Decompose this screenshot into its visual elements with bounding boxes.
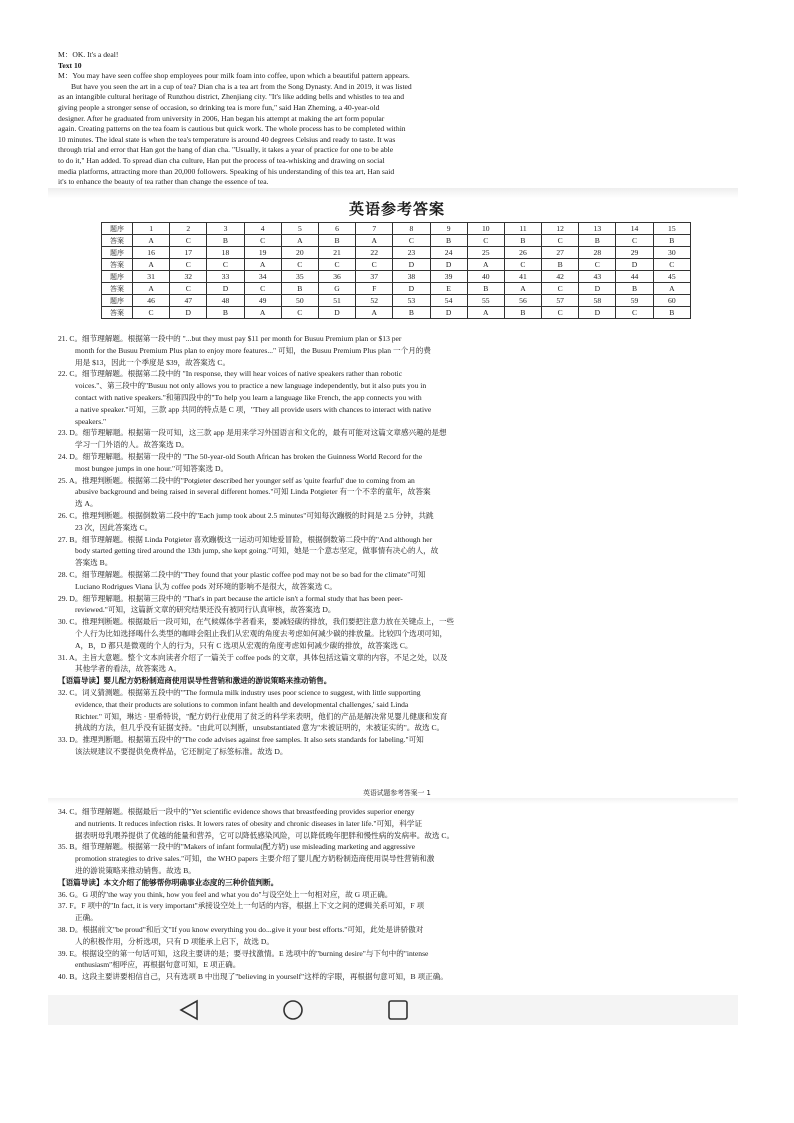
transcript-line: M：You may have seen coffee shop employees pour milk foam into coffee, upon which a beautiful pattern appears.	[58, 71, 410, 81]
explanation-item	[58, 889, 734, 901]
answer-cell: F	[356, 283, 393, 295]
transcript-line: Text 10	[58, 60, 82, 70]
answer-cell: C	[244, 235, 281, 247]
explanation-line: 用是 $13，因此一个季度是 $39，故答案选 C。	[75, 357, 231, 367]
explanations-section-1	[58, 333, 734, 758]
recent-apps-icon[interactable]	[386, 999, 410, 1021]
question-number-cell: 55	[467, 295, 504, 307]
answer-cell: C	[318, 259, 355, 271]
answer-cell: C	[579, 259, 616, 271]
explanation-item	[58, 427, 734, 451]
explanation-line: evidence, that their products are solutions to common infant health and developmental challenges,' said Linda	[75, 699, 409, 709]
question-number-cell: 50	[281, 295, 318, 307]
explanation-line: and nutrients. It reduces infection risks. It lowers rates of obesity and chronic diseases in later life."可知，科学证	[75, 818, 423, 828]
answer-row	[102, 259, 691, 271]
answer-cell: A	[133, 283, 170, 295]
question-number-cell: 16	[133, 247, 170, 259]
question-number-cell: 27	[542, 247, 579, 259]
explanation-line: 进的游说策略来推动销售。故选 B。	[75, 865, 196, 875]
answer-cell: C	[244, 283, 281, 295]
question-number-cell: 39	[430, 271, 467, 283]
answer-cell: D	[170, 307, 207, 319]
explanation-item	[58, 593, 734, 617]
question-number-cell: 1	[133, 223, 170, 235]
question-number-cell: 42	[542, 271, 579, 283]
explanation-line: speakers."	[75, 416, 107, 426]
answer-cell: C	[653, 259, 690, 271]
question-number-cell: 41	[504, 271, 541, 283]
answer-cell: A	[356, 307, 393, 319]
answer-cell: A	[504, 283, 541, 295]
question-number-cell: 58	[579, 295, 616, 307]
answer-cell: A	[244, 259, 281, 271]
answer-cell: D	[393, 259, 430, 271]
explanation-line: 36. G。G 项的"the way you think, how you feel and what you do"与设空处上一句相对应，故 G 项正确。	[58, 889, 393, 899]
explanation-line: most bungee jumps in one hour."可知答案选 D。	[75, 463, 229, 473]
explanation-item	[58, 948, 734, 972]
question-number-cell: 48	[207, 295, 244, 307]
question-number-cell: 43	[579, 271, 616, 283]
answer-number-row	[102, 247, 691, 259]
explanation-line: 37. F。F 项中的"In fact, it is very important"承接设空处上一句话的内容，根据上下文之间的逻辑关系可知，F 项	[58, 901, 425, 911]
question-number-cell: 37	[356, 271, 393, 283]
explanation-line: 25. A。推理判断题。根据第二段中的"Potgieter described her younger self as 'quite fearful' due to coming from an	[58, 475, 415, 485]
question-number-cell: 25	[467, 247, 504, 259]
answer-cell: D	[430, 307, 467, 319]
question-number-cell: 35	[281, 271, 318, 283]
answer-cell: C	[542, 235, 579, 247]
explanation-line: 34. C。细节理解题。根据最后一段中的"Yet scientific evidence shows that breastfeeding provides superior energy	[58, 807, 415, 816]
explanation-line: 21. C。细节理解题。根据第一段中的 "...but they must pay $11 per month for Busuu Premium plan or $13 per	[58, 334, 402, 343]
explanation-line: 40. B。这段主要讲要相信自己，只有选项 B 中出现了"believing in yourself"这样的字眼，再根据句意可知，B 项正确。	[58, 972, 448, 982]
back-icon[interactable]	[177, 999, 201, 1021]
answer-cell: C	[393, 235, 430, 247]
question-number-cell: 26	[504, 247, 541, 259]
explanation-item	[58, 841, 734, 876]
question-number-cell: 40	[467, 271, 504, 283]
explanation-line: 28. C。细节理解题。根据第二段中的"They found that your plastic coffee pod may not be so bad for the climate"可知	[58, 569, 426, 579]
explanation-line: 35. B。细节理解题。根据第一段中的"Makers of infant formula(配方奶) use misleading marketing and aggressive	[58, 842, 415, 852]
explanation-line: 个人行为比如选择喝什么类型的咖啡会阻止我们从宏观的角度去考虑如何减少碳的排放量。比较四个选项可知，	[75, 628, 448, 638]
question-number-cell: 31	[133, 271, 170, 283]
explanation-line: 32. C。词义猜测题。根据第五段中的"'The formula milk industry uses poor science to suggest, with little supporting	[58, 687, 421, 697]
explanation-line: 30. C。推理判断题。根据最后一段可知，在气候媒体学者看来，要减轻碳的排放，我们要把注意力放在关键点上，一些	[58, 617, 455, 627]
answer-cell: D	[579, 283, 616, 295]
transcript-line: as an intangible cultural heritage of Runzhou district, Zhenjiang city. "It's like adding bells and whistles to tea and	[58, 92, 405, 102]
question-number-cell: 2	[170, 223, 207, 235]
question-number-cell: 46	[133, 295, 170, 307]
question-number-cell: 21	[318, 247, 355, 259]
explanation-line: a native speaker."可知，三款 app 共同的特点是 C 项，"They all provide users with chances to interact with native	[75, 404, 432, 414]
explanation-line: 24. D。细节理解题。根据第一段中的 "The 50-year-old South African has broken the Guinness World Record for the	[58, 451, 423, 461]
answer-cell: B	[653, 307, 690, 319]
question-number-cell: 60	[653, 295, 690, 307]
answer-cell: A	[467, 259, 504, 271]
question-number-cell: 11	[504, 223, 541, 235]
explanation-item	[58, 971, 734, 983]
answer-cell: C	[207, 259, 244, 271]
page-divider	[48, 188, 738, 198]
transcript-line: But have you seen the art in a cup of tea? Dian cha is a tea art from the Song Dynasty. And in 2019, it was listed	[71, 81, 412, 91]
explanation-line: voices."、第三段中的"Busuu not only allows you to practice a new language independently, but it also puts you in	[75, 381, 427, 391]
reading-guide	[58, 877, 734, 889]
answer-cell: C	[281, 259, 318, 271]
explanation-item	[58, 510, 734, 534]
explanation-line: Luciano Rodrigues Viana 认为 coffee pods 对环境的影响不是很大，故答案选 C。	[75, 581, 337, 591]
explanation-line: 29. D。细节理解题。根据第三段中的 "That's in part because the article isn't a formal study that has been peer-	[58, 593, 403, 603]
question-number-cell: 9	[430, 223, 467, 235]
question-number-cell: 47	[170, 295, 207, 307]
answer-number-row	[102, 295, 691, 307]
answer-cell: C	[356, 259, 393, 271]
transcript-line: to do it," Han added. To spread dian cha culture, Han put the process of tea-whisking and drawing on social	[58, 155, 385, 165]
answer-cell: B	[542, 259, 579, 271]
explanation-item	[58, 900, 734, 924]
answer-cell: C	[170, 283, 207, 295]
question-number-cell: 6	[318, 223, 355, 235]
answer-cell: B	[504, 307, 541, 319]
question-number-cell: 3	[207, 223, 244, 235]
explanation-item	[58, 569, 734, 593]
transcript-line: it's to enhance the beauty of tea rather than change the essence of tea.	[58, 177, 269, 187]
explanation-line: 据表明母乳喂养提供了优越的能量和营养，它可以降低感染风险，可以降低晚年肥胖和慢性病的发病率。故选 C。	[75, 830, 455, 840]
question-number-cell: 20	[281, 247, 318, 259]
question-number-cell: 4	[244, 223, 281, 235]
answer-cell: A	[133, 235, 170, 247]
answer-cell: B	[467, 283, 504, 295]
question-number-cell: 56	[504, 295, 541, 307]
explanations-section-2	[58, 806, 734, 983]
page-footer: 英语试题参考答案一 1	[363, 789, 431, 797]
explanation-line: 正确。	[75, 913, 98, 923]
explanation-item	[58, 924, 734, 948]
explanation-line: reviewed."可知，这篇新文章的研究结果还没有被同行认真审核，故答案选 D。	[75, 605, 336, 615]
answer-cell: B	[207, 235, 244, 247]
row-label: 答案	[102, 235, 133, 247]
question-number-cell: 5	[281, 223, 318, 235]
answer-cell: C	[133, 307, 170, 319]
question-number-cell: 36	[318, 271, 355, 283]
answer-cell: B	[504, 235, 541, 247]
row-label: 题序	[102, 271, 133, 283]
answer-cell: A	[244, 307, 281, 319]
question-number-cell: 23	[393, 247, 430, 259]
explanation-line: 人的积极作用，分析选项，只有 D 项能承上启下，故选 D。	[75, 936, 274, 946]
row-label: 答案	[102, 307, 133, 319]
question-number-cell: 57	[542, 295, 579, 307]
question-number-cell: 33	[207, 271, 244, 283]
answer-cell: D	[393, 283, 430, 295]
row-label: 题序	[102, 295, 133, 307]
answer-number-row	[102, 223, 691, 235]
answer-row	[102, 235, 691, 247]
explanation-line: 31. A。主旨大意题。整个文本向读者介绍了一篇关于 coffee pods 的文章，具体包括这篇文章的内容，不足之处，以及	[58, 652, 448, 662]
explanation-line: 学习一门外语的人。故答案选 D。	[75, 440, 189, 450]
explanation-item	[58, 687, 734, 734]
answer-cell: B	[616, 283, 653, 295]
answer-cell: B	[579, 235, 616, 247]
explanation-line: body started getting tired around the 13th jump, she kept going."可知，她是一个意志坚定，做事情有决心的人，故	[75, 546, 439, 556]
explanation-item	[58, 806, 734, 841]
question-number-cell: 12	[542, 223, 579, 235]
question-number-cell: 28	[579, 247, 616, 259]
navigation-bar	[48, 995, 738, 1025]
answer-cell: C	[616, 235, 653, 247]
answer-cell: B	[393, 307, 430, 319]
explanation-item	[58, 368, 734, 427]
question-number-cell: 38	[393, 271, 430, 283]
question-number-cell: 7	[356, 223, 393, 235]
explanation-line: 该法规建议不要提供免费样品，它还制定了标签标准。故选 D。	[75, 746, 288, 756]
transcript-line: again. Creating patterns on the tea foam is cautious but quick work. The whole process has to be completed within	[58, 124, 406, 134]
row-label: 答案	[102, 283, 133, 295]
question-number-cell: 53	[393, 295, 430, 307]
answer-number-row	[102, 271, 691, 283]
explanation-item	[58, 333, 734, 368]
question-number-cell: 18	[207, 247, 244, 259]
explanation-item	[58, 652, 734, 676]
explanation-line: 33. D。推理判断题。根据第五段中的"The code advises against free samples. It also sets standards for labeling."可知	[58, 735, 424, 745]
answer-cell: A	[281, 235, 318, 247]
listening-transcript	[58, 50, 734, 188]
home-icon[interactable]	[281, 999, 305, 1021]
question-number-cell: 13	[579, 223, 616, 235]
answer-cell: C	[467, 235, 504, 247]
answer-key-title: 英语参考答案	[348, 200, 445, 218]
transcript-line: designer. After he graduated from university in 2006, Han began his attempt at making the art form popular	[58, 113, 385, 123]
explanation-line: 27. B。细节理解题。根据 Linda Potgieter 喜欢蹦极这一运动可知她爱冒险，根据倒数第二段中的"And although her	[58, 534, 433, 544]
question-number-cell: 34	[244, 271, 281, 283]
explanation-item	[58, 734, 734, 758]
explanation-line: 【语篇导读】本文介绍了能够帮你明确事业态度的三种价值判断。	[58, 877, 279, 887]
explanation-line: Richter." 可知，琳达 · 里希特说，"配方奶行业使用了贫乏的科学来表明，他们的产品是解决常见婴儿健康和发育	[75, 711, 448, 721]
question-number-cell: 22	[356, 247, 393, 259]
question-number-cell: 49	[244, 295, 281, 307]
explanation-line: 挑战的方法，但几乎没有证据支持。"由此可以判断，unsubstantiated 意为"未被证明的，未被证实的"。故选 C。	[75, 723, 445, 733]
question-number-cell: 15	[653, 223, 690, 235]
answer-cell: A	[653, 283, 690, 295]
reading-guide	[58, 675, 734, 687]
explanation-line: 【语篇导读】婴儿配方奶粉制造商使用误导性营销和激进的游说策略来推动销售。	[58, 676, 332, 686]
transcript-line: M：OK. It's a deal!	[58, 50, 119, 59]
page-break	[48, 798, 738, 804]
answer-cell: B	[653, 235, 690, 247]
explanation-line: 选 A。	[75, 499, 98, 509]
answer-cell: E	[430, 283, 467, 295]
question-number-cell: 29	[616, 247, 653, 259]
transcript-line: giving people a stronger sense of occasion, so drinking tea is more fun," said Han Zheming, a 40-year-old	[58, 102, 380, 112]
answer-cell: D	[579, 307, 616, 319]
transcript-line: through trial and error that Han got the hang of dian cha. "Usually, it takes a year of practice for one to be able	[58, 145, 394, 155]
answer-cell: G	[318, 283, 355, 295]
answer-cell: B	[318, 235, 355, 247]
question-number-cell: 32	[170, 271, 207, 283]
answer-cell: B	[207, 307, 244, 319]
question-number-cell: 14	[616, 223, 653, 235]
answer-cell: C	[504, 259, 541, 271]
answer-row	[102, 283, 691, 295]
explanation-line: enthusiasm"相呼应，再根据句意可知，E 项正确。	[75, 960, 241, 970]
question-number-cell: 45	[653, 271, 690, 283]
explanation-item	[58, 475, 734, 510]
answer-cell: B	[430, 235, 467, 247]
question-number-cell: 8	[393, 223, 430, 235]
explanation-line: 38. D。根据前文"be proud"和后文"If you know everything you do...give it your best efforts."可知，此处是讲骄傲对	[58, 924, 424, 934]
explanation-line: abusive background and being raised in several different homes."可知 Linda Potgieter 有一个不幸的童年，故答案	[75, 487, 431, 497]
explanation-item	[58, 451, 734, 475]
answer-row	[102, 307, 691, 319]
explanation-line: 其他学者的看法，故答案选 A。	[75, 664, 182, 674]
answer-cell: C	[542, 307, 579, 319]
question-number-cell: 30	[653, 247, 690, 259]
explanation-line: month for the Busuu Premium Plus plan to enjoy more features..." 可知，the Busuu Premium Plus plan 一个月的费	[75, 345, 431, 355]
answer-cell: B	[281, 283, 318, 295]
explanation-item	[58, 616, 734, 651]
question-number-cell: 44	[616, 271, 653, 283]
question-number-cell: 10	[467, 223, 504, 235]
answer-cell: A	[356, 235, 393, 247]
explanation-line: promotion strategies to drive sales."可知，the WHO papers 主要介绍了婴儿配方奶粉制造商使用误导性营销和激	[75, 854, 435, 864]
answer-cell: C	[170, 259, 207, 271]
explanation-line: 23 次，因此答案选 C。	[75, 522, 153, 532]
answer-cell: C	[170, 235, 207, 247]
question-number-cell: 17	[170, 247, 207, 259]
answer-key-table	[101, 222, 691, 319]
question-number-cell: 24	[430, 247, 467, 259]
explanation-line: 39. E。根据设空的第一句话可知，这段主要讲的是；要寻找激情。E 选项中的"burning desire"与下句中的"intense	[58, 948, 429, 958]
transcript-line: media platforms, attracting more than 20,000 followers. Speaking of his understanding of this tea art, Han said	[58, 166, 395, 176]
question-number-cell: 54	[430, 295, 467, 307]
answer-cell: D	[430, 259, 467, 271]
explanation-line: contact with native speakers."和第四段中的"To help you learn a language like French, the app connects you with	[75, 392, 422, 402]
row-label: 答案	[102, 259, 133, 271]
answer-cell: A	[133, 259, 170, 271]
row-label: 题序	[102, 223, 133, 235]
row-label: 题序	[102, 247, 133, 259]
answer-cell: A	[467, 307, 504, 319]
explanation-line: 答案选 B。	[75, 558, 113, 568]
explanation-line: 22. C。细节理解题。根据第二段中的 "In response, they will hear voices of native speakers rather than robotic	[58, 369, 403, 379]
explanation-item	[58, 534, 734, 569]
answer-cell: C	[542, 283, 579, 295]
answer-cell: C	[281, 307, 318, 319]
question-number-cell: 59	[616, 295, 653, 307]
answer-cell: D	[616, 259, 653, 271]
explanation-line: A，B，D 都只是微观的个人的行为，只有 C 选项从宏观的角度考虑如何减少碳的排放，故答案选 C。	[75, 640, 413, 650]
answer-cell: D	[207, 283, 244, 295]
question-number-cell: 19	[244, 247, 281, 259]
question-number-cell: 51	[318, 295, 355, 307]
answer-cell: D	[318, 307, 355, 319]
transcript-line: 10 minutes. The ideal state is when the tea's temperature is around 40 degrees Celsius and ready to taste. It was	[58, 134, 396, 144]
explanation-line: 23. D。细节理解题。根据第一段可知，这三款 app 是用来学习外国语言和文化的，最有可能对这篇文章感兴趣的是想	[58, 428, 447, 438]
question-number-cell: 52	[356, 295, 393, 307]
answer-cell: C	[616, 307, 653, 319]
explanation-line: 26. C。推理判断题。根据倒数第二段中的"Each jump took about 2.5 minutes"可知每次蹦极的时间是 2.5 分钟，共跳	[58, 510, 434, 520]
